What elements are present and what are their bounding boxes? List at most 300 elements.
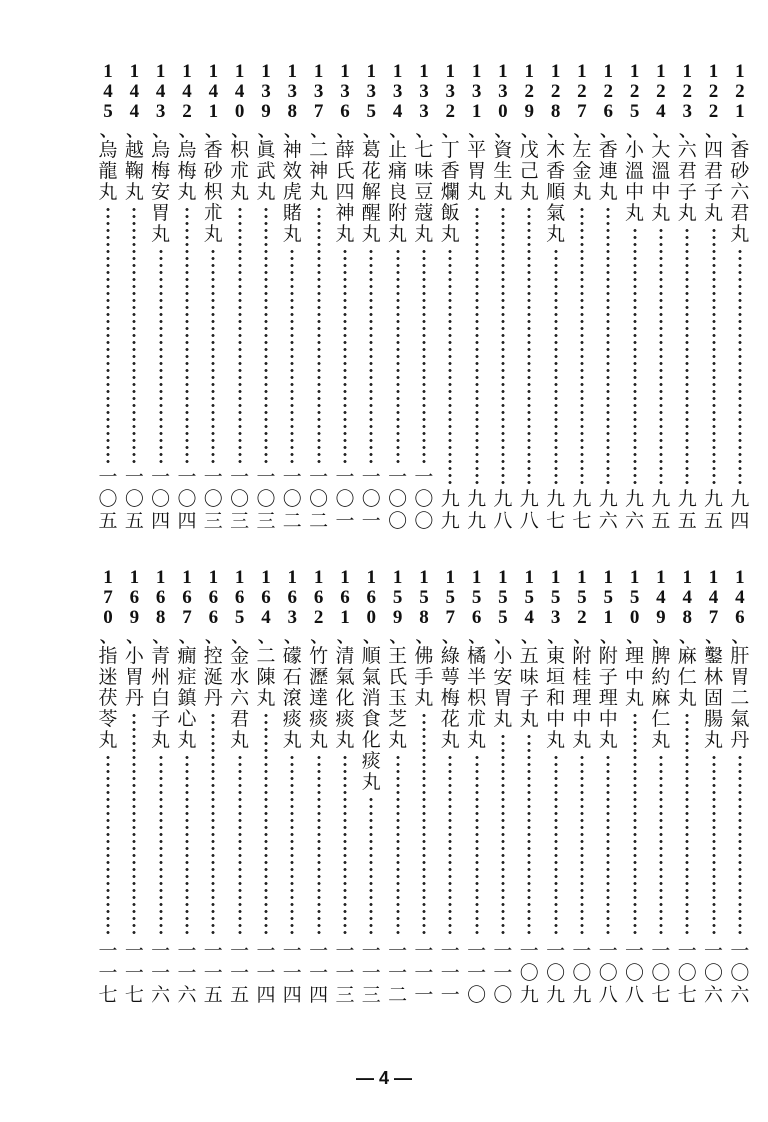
entry-number: 1 4 1 <box>208 61 219 122</box>
entry-number: 1 5 3 <box>550 567 561 628</box>
toc-entry <box>491 62 515 532</box>
entry-page-number: 一 一 四 <box>282 940 302 1006</box>
enumeration-comma: 、 <box>652 121 669 140</box>
entry-number: 1 7 0 <box>103 567 113 628</box>
entry-title: 葛 花 解 醒 丸 <box>361 139 381 245</box>
enumeration-comma: 、 <box>178 121 195 140</box>
entry-title: 六 君 子 丸 <box>677 139 697 224</box>
toc-entry <box>333 62 357 532</box>
toc-entry <box>175 568 199 1006</box>
enumeration-comma: 、 <box>600 121 617 140</box>
dot-leader <box>606 206 610 486</box>
entry-title: 肝 胃 二 氣 丹 <box>730 645 750 751</box>
dot-leader <box>448 754 452 938</box>
entry-title: 控 涎 丹 <box>203 645 223 709</box>
entry-number: 1 5 1 <box>603 567 613 628</box>
dot-leader <box>211 248 215 464</box>
entry-number: 1 2 3 <box>682 61 692 122</box>
dot-leader <box>343 754 347 938</box>
entry-page-number: 一 〇 八 <box>625 940 645 1006</box>
toc-entry <box>254 568 278 1006</box>
toc-entry <box>491 568 515 1006</box>
enumeration-comma: 、 <box>99 627 116 646</box>
entry-number: 1 6 7 <box>182 567 192 628</box>
dot-leader <box>685 712 689 938</box>
dot-leader <box>317 754 321 938</box>
dot-leader <box>633 227 637 486</box>
entry-title: 麻 仁 丸 <box>677 645 697 709</box>
toc-block-top <box>96 62 752 532</box>
enumeration-comma: 、 <box>389 121 406 140</box>
entry-number: 1 6 8 <box>155 567 166 628</box>
entry-page-number: 一 〇 七 <box>677 940 697 1006</box>
entry-number: 1 2 1 <box>735 61 745 122</box>
entry-number: 1 4 5 <box>103 61 113 122</box>
entry-number: 1 5 7 <box>445 567 456 628</box>
dot-leader <box>422 248 426 464</box>
entry-page-number: 一 一 三 <box>335 940 355 1006</box>
enumeration-comma: 、 <box>99 121 116 140</box>
entry-page-number: 九 七 <box>546 488 566 532</box>
enumeration-comma: 、 <box>415 627 432 646</box>
toc-entry <box>438 568 462 1006</box>
entry-page-number: 一 〇 五 <box>98 466 118 532</box>
enumeration-comma: 、 <box>652 627 669 646</box>
dot-leader <box>343 248 347 464</box>
entry-number: 1 5 5 <box>498 567 508 628</box>
toc-entry <box>728 62 752 532</box>
entry-page-number: 九 八 <box>493 488 513 532</box>
toc-entry <box>702 62 726 532</box>
entry-title: 香 連 丸 <box>598 139 618 203</box>
dot-leader <box>369 248 373 464</box>
toc-entry <box>675 568 699 1006</box>
enumeration-comma: 、 <box>494 627 511 646</box>
toc-entry <box>412 62 436 532</box>
entry-title: 神 效 虎 賭 丸 <box>282 139 302 245</box>
entry-title: 附 子 理 中 丸 <box>598 645 618 751</box>
entry-title: 香 砂 枳 朮 丸 <box>203 139 223 245</box>
enumeration-comma: 、 <box>626 627 643 646</box>
entry-page-number: 一 〇 九 <box>519 940 539 1006</box>
dot-leader <box>659 227 663 486</box>
enumeration-comma: 、 <box>336 121 353 140</box>
entry-number: 1 4 2 <box>182 61 192 122</box>
entry-number: 1 6 3 <box>287 567 298 628</box>
entry-number: 1 6 0 <box>366 567 377 628</box>
toc-entry <box>280 62 304 532</box>
entry-page-number: 九 六 <box>598 488 618 532</box>
dot-leader <box>317 206 321 464</box>
entry-page-number: 一 〇 二 <box>282 466 302 532</box>
enumeration-comma: 、 <box>126 121 143 140</box>
entry-number: 1 6 5 <box>234 567 245 628</box>
enumeration-comma: 、 <box>679 627 696 646</box>
entry-number: 1 3 2 <box>445 61 456 122</box>
entry-page-number: 一 〇 三 <box>256 466 276 532</box>
toc-entry <box>702 568 726 1006</box>
enumeration-comma: 、 <box>494 121 511 140</box>
entry-number: 1 3 9 <box>261 61 271 122</box>
enumeration-comma: 、 <box>126 627 143 646</box>
enumeration-comma: 、 <box>547 121 564 140</box>
entry-title: 止 痛 良 附 丸 <box>388 139 408 245</box>
dot-leader <box>290 754 294 938</box>
entry-page-number: 一 一 一 <box>440 940 460 1006</box>
entry-number: 1 4 4 <box>129 61 140 122</box>
entry-number: 1 3 6 <box>340 61 350 122</box>
dot-leader <box>106 206 110 464</box>
dot-leader <box>712 227 716 486</box>
entry-title: 七 味 豆 蔻 丸 <box>414 139 434 245</box>
entry-page-number: 一 一 三 <box>361 940 381 1006</box>
toc-entry <box>122 62 146 532</box>
enumeration-comma: 、 <box>573 627 590 646</box>
enumeration-comma: 、 <box>415 121 432 140</box>
enumeration-comma: 、 <box>310 121 327 140</box>
entry-number: 1 3 8 <box>287 61 298 122</box>
enumeration-comma: 、 <box>152 121 169 140</box>
dot-leader <box>606 754 610 938</box>
entry-title: 左 金 丸 <box>572 139 592 203</box>
entry-title: 越 鞠 丸 <box>124 139 144 203</box>
dot-leader <box>475 754 479 938</box>
dot-leader <box>238 206 242 464</box>
entry-title: 東 垣 和 中 丸 <box>546 645 566 751</box>
entry-page-number: 九 五 <box>704 488 724 532</box>
entry-title: 附 桂 理 中 丸 <box>572 645 592 751</box>
toc-entry <box>465 568 489 1006</box>
dot-leader <box>738 754 742 938</box>
enumeration-comma: 、 <box>442 627 459 646</box>
toc-entry <box>465 62 489 532</box>
toc-entry <box>307 568 331 1006</box>
toc-entry <box>201 62 225 532</box>
entry-title: 戊 己 丸 <box>519 139 539 203</box>
toc-entry <box>438 62 462 532</box>
entry-page-number: 一 一 五 <box>230 940 250 1006</box>
entry-page-number: 一 〇 六 <box>704 940 724 1006</box>
enumeration-comma: 、 <box>705 121 722 140</box>
dot-leader <box>132 206 136 464</box>
entry-page-number: 一 一 〇 <box>493 940 513 1006</box>
entry-number: 1 3 0 <box>498 61 508 122</box>
toc-block-bottom <box>96 568 752 1006</box>
toc-entry <box>649 568 673 1006</box>
enumeration-comma: 、 <box>468 121 485 140</box>
entry-title: 二 神 丸 <box>309 139 329 203</box>
entry-title: 烏 梅 丸 <box>177 139 197 203</box>
entry-number: 1 5 8 <box>419 567 429 628</box>
toc-entry <box>596 568 620 1006</box>
entry-page-number: 一 〇 一 <box>335 466 355 532</box>
enumeration-comma: 、 <box>257 627 274 646</box>
dot-leader <box>396 754 400 938</box>
entry-title: 五 味 子 丸 <box>519 645 539 730</box>
page-number-footer: — 4 — <box>355 1068 412 1088</box>
entry-title: 資 生 丸 <box>493 139 513 203</box>
toc-entry <box>201 568 225 1006</box>
entry-page-number: 一 〇 四 <box>177 466 197 532</box>
enumeration-comma: 、 <box>363 627 380 646</box>
entry-title: 香 砂 六 君 丸 <box>730 139 750 245</box>
entry-number: 1 4 3 <box>155 61 166 122</box>
entry-page-number: 一 一 四 <box>309 940 329 1006</box>
enumeration-comma: 、 <box>731 627 748 646</box>
entry-page-number: 一 〇 三 <box>230 466 250 532</box>
toc-entry <box>359 568 383 1006</box>
entry-page-number: 一 〇 九 <box>572 940 592 1006</box>
dot-leader <box>501 206 505 486</box>
entry-number: 1 3 3 <box>419 61 429 122</box>
enumeration-comma: 、 <box>521 121 538 140</box>
entry-number: 1 6 6 <box>208 567 219 628</box>
toc-entry <box>96 568 120 1006</box>
entry-page-number: 一 一 二 <box>388 940 408 1006</box>
dot-leader <box>738 248 742 486</box>
dot-leader <box>396 248 400 464</box>
toc-entry <box>122 568 146 1006</box>
toc-entry <box>149 62 173 532</box>
dot-leader <box>659 754 663 938</box>
entry-title: 小 安 胃 丸 <box>493 645 513 730</box>
dot-leader <box>685 227 689 486</box>
entry-page-number: 一 一 七 <box>98 940 118 1006</box>
enumeration-comma: 、 <box>731 121 748 140</box>
dot-leader <box>527 733 531 938</box>
dot-leader <box>501 733 505 938</box>
dot-leader <box>159 248 163 464</box>
toc-entry <box>649 62 673 532</box>
entry-number: 1 6 9 <box>129 567 140 628</box>
entry-number: 1 5 9 <box>392 567 403 628</box>
entry-title: 癇 症 鎮 心 丸 <box>177 645 197 751</box>
entry-page-number: 一 〇 一 <box>361 466 381 532</box>
entry-number: 1 2 8 <box>550 61 561 122</box>
enumeration-comma: 、 <box>205 121 222 140</box>
entry-title: 枳 朮 丸 <box>230 139 250 203</box>
toc-entry <box>254 62 278 532</box>
toc-entry <box>149 568 173 1006</box>
entry-number: 1 4 6 <box>735 567 745 628</box>
entry-page-number: 一 一 一 <box>414 940 434 1006</box>
entry-number: 1 5 4 <box>524 567 534 628</box>
enumeration-comma: 、 <box>284 121 301 140</box>
toc-entry <box>228 568 252 1006</box>
entry-title: 順 氣 消 食 化 痰 丸 <box>361 645 381 793</box>
entry-page-number: 九 五 <box>651 488 671 532</box>
entry-page-number: 一 一 〇 <box>467 940 487 1006</box>
entry-title: 青 州 白 子 丸 <box>151 645 171 751</box>
toc-entry <box>623 568 647 1006</box>
dot-leader <box>580 206 584 486</box>
entry-page-number: 九 六 <box>625 488 645 532</box>
entry-page-number: 一 一 五 <box>203 940 223 1006</box>
enumeration-comma: 、 <box>152 627 169 646</box>
enumeration-comma: 、 <box>205 627 222 646</box>
entry-page-number: 九 八 <box>519 488 539 532</box>
enumeration-comma: 、 <box>336 627 353 646</box>
enumeration-comma: 、 <box>231 627 248 646</box>
toc-entry <box>228 62 252 532</box>
entry-title: 平 胃 丸 <box>467 139 487 203</box>
dot-leader <box>264 712 268 938</box>
toc-entry <box>544 568 568 1006</box>
toc-entry <box>307 62 331 532</box>
entry-number: 1 2 4 <box>656 61 666 122</box>
enumeration-comma: 、 <box>257 121 274 140</box>
enumeration-comma: 、 <box>626 121 643 140</box>
enumeration-comma: 、 <box>705 627 722 646</box>
entry-number: 1 4 8 <box>682 567 692 628</box>
toc-entry <box>544 62 568 532</box>
entry-title: 眞 武 丸 <box>256 139 276 203</box>
dot-leader <box>422 712 426 938</box>
toc-entry <box>359 62 383 532</box>
enumeration-comma: 、 <box>521 627 538 646</box>
entry-title: 烏 龍 丸 <box>98 139 118 203</box>
entry-title: 薛 氏 四 神 丸 <box>335 139 355 245</box>
enumeration-comma: 、 <box>284 627 301 646</box>
toc-entry <box>175 62 199 532</box>
dot-leader <box>580 754 584 938</box>
toc-entry <box>728 568 752 1006</box>
toc-entry <box>96 62 120 532</box>
dot-leader <box>712 754 716 938</box>
dot-leader <box>448 248 452 486</box>
entry-number: 1 5 2 <box>577 567 587 628</box>
enumeration-comma: 、 <box>178 627 195 646</box>
toc-entry <box>280 568 304 1006</box>
entry-number: 1 6 2 <box>313 567 324 628</box>
entry-number: 1 6 1 <box>340 567 350 628</box>
dot-leader <box>475 206 479 486</box>
entry-page-number: 一 一 六 <box>151 940 171 1006</box>
enumeration-comma: 、 <box>600 627 617 646</box>
dot-leader <box>290 248 294 464</box>
toc-entry <box>386 62 410 532</box>
entry-title: 四 君 子 丸 <box>704 139 724 224</box>
entry-number: 1 5 0 <box>629 567 640 628</box>
entry-title: 木 香 順 氣 丸 <box>546 139 566 245</box>
entry-number: 1 2 7 <box>577 61 587 122</box>
entry-page-number: 一 〇 三 <box>203 466 223 532</box>
entry-page-number: 九 四 <box>730 488 750 532</box>
entry-title: 佛 手 丸 <box>414 645 434 709</box>
entry-title: 烏 梅 安 胃 丸 <box>151 139 171 245</box>
entry-title: 橘 半 枳 朮 丸 <box>467 645 487 751</box>
entry-title: 鑿 林 固 腸 丸 <box>704 645 724 751</box>
entry-title: 竹 瀝 達 痰 丸 <box>309 645 329 751</box>
entry-number: 1 3 1 <box>471 61 482 122</box>
entry-title: 綠 萼 梅 花 丸 <box>440 645 460 751</box>
entry-number: 1 2 5 <box>629 61 640 122</box>
entry-title: 王 氏 玉 芝 丸 <box>388 645 408 751</box>
entry-page-number: 一 〇 二 <box>309 466 329 532</box>
enumeration-comma: 、 <box>310 627 327 646</box>
dot-leader <box>238 754 242 938</box>
entry-page-number: 一 〇 六 <box>730 940 750 1006</box>
entry-number: 1 2 9 <box>524 61 534 122</box>
dot-leader <box>633 712 637 938</box>
dot-leader <box>527 206 531 486</box>
entry-page-number: 一 〇 四 <box>151 466 171 532</box>
dot-leader <box>554 248 558 486</box>
enumeration-comma: 、 <box>231 121 248 140</box>
entry-number: 1 2 6 <box>603 61 613 122</box>
entry-title: 小 溫 中 丸 <box>625 139 645 224</box>
entry-title: 清 氣 化 痰 丸 <box>335 645 355 751</box>
toc-entry <box>570 568 594 1006</box>
entry-page-number: 一 〇 〇 <box>388 466 408 532</box>
entry-page-number: 一 〇 七 <box>651 940 671 1006</box>
entry-number: 1 5 6 <box>471 567 482 628</box>
toc-entry <box>333 568 357 1006</box>
toc-entry <box>570 62 594 532</box>
entry-title: 二 陳 丸 <box>256 645 276 709</box>
entry-page-number: 一 一 七 <box>124 940 144 1006</box>
entry-title: 脾 約 麻 仁 丸 <box>651 645 671 751</box>
toc-entry <box>386 568 410 1006</box>
dot-leader <box>185 754 189 938</box>
enumeration-comma: 、 <box>363 121 380 140</box>
entry-page-number: 九 七 <box>572 488 592 532</box>
enumeration-comma: 、 <box>389 627 406 646</box>
entry-number: 1 6 4 <box>261 567 271 628</box>
entry-number: 1 3 7 <box>313 61 324 122</box>
dot-leader <box>554 754 558 938</box>
dot-leader <box>159 754 163 938</box>
entry-number: 1 4 9 <box>656 567 666 628</box>
dot-leader <box>369 796 373 938</box>
entry-number: 1 3 4 <box>392 61 403 122</box>
entry-page-number: 一 〇 〇 <box>414 466 434 532</box>
entry-page-number: 一 〇 八 <box>598 940 618 1006</box>
entry-title: 金 水 六 君 丸 <box>230 645 250 751</box>
enumeration-comma: 、 <box>547 627 564 646</box>
entry-number: 1 2 2 <box>708 61 719 122</box>
toc-entry <box>517 568 541 1006</box>
dot-leader <box>264 206 268 464</box>
entry-page-number: 一 〇 九 <box>546 940 566 1006</box>
entry-title: 礞 石 滾 痰 丸 <box>282 645 302 751</box>
entry-title: 指 迷 茯 苓 丸 <box>98 645 118 751</box>
enumeration-comma: 、 <box>442 121 459 140</box>
entry-number: 1 4 7 <box>708 567 719 628</box>
toc-entry <box>675 62 699 532</box>
toc-entry <box>623 62 647 532</box>
entry-page-number: 九 九 <box>467 488 487 532</box>
entry-page-number: 一 一 四 <box>256 940 276 1006</box>
toc-entry <box>412 568 436 1006</box>
entry-number: 1 4 0 <box>234 61 245 122</box>
entry-title: 丁 香 爛 飯 丸 <box>440 139 460 245</box>
entry-page-number: 一 一 六 <box>177 940 197 1006</box>
entry-page-number: 一 〇 五 <box>124 466 144 532</box>
dot-leader <box>106 754 110 938</box>
dot-leader <box>211 712 215 938</box>
dot-leader <box>132 712 136 938</box>
entry-title: 大 溫 中 丸 <box>651 139 671 224</box>
entry-page-number: 九 五 <box>677 488 697 532</box>
enumeration-comma: 、 <box>679 121 696 140</box>
entry-title: 小 胃 丹 <box>124 645 144 709</box>
entry-page-number: 九 九 <box>440 488 460 532</box>
entry-number: 1 3 5 <box>366 61 377 122</box>
enumeration-comma: 、 <box>573 121 590 140</box>
toc-entry <box>517 62 541 532</box>
enumeration-comma: 、 <box>468 627 485 646</box>
